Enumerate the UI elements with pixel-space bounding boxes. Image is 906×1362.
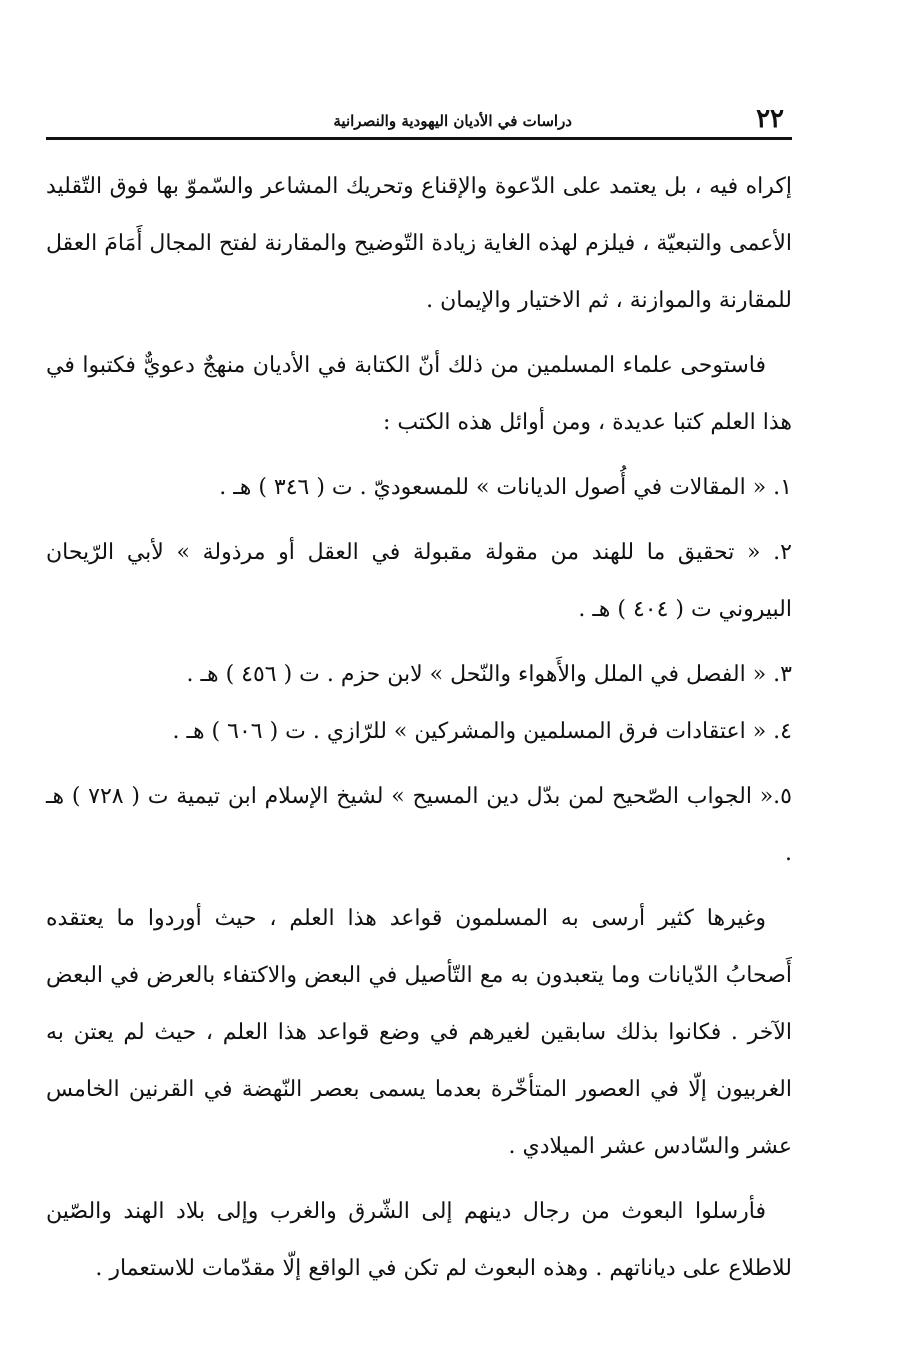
paragraph-foundations: وغيرها كثير أرسى به المسلمون قواعد هذا العلم ، حيث أوردوا ما يعتقده أَصحابُ الدّيانات وما يتعبدون به مع التّأصيل في البعض والاكتفاء بالعرض في البعض الآخر . فكانوا بذلك سابقين لغيرهم في وضع قواعد هذا العلم ، حيث لم يعتن به الغربيون إلّا في العصور المتأخّرة بعدما يسمى بعصر النّهضة في القرنين الخامس عشر والسّادس عشر الميلادي . xyxy=(46,906,792,1159)
book-list-item: ٥.« الجواب الصّحيح لمن بدّل دين المسيح » لشيخ الإسلام ابن تيمية ت ( ٧٢٨ ) هـ . xyxy=(46,784,792,866)
book-list-item: ٤. « اعتقادات فرق المسلمين والمشركين » للرّازي . ت ( ٦٠٦ ) هـ . xyxy=(172,719,792,744)
page-number: ٢٢ xyxy=(756,104,784,134)
book-list xyxy=(46,459,792,882)
body-text xyxy=(46,158,792,1297)
book-list-item: ١. « المقالات في أُصول الديانات » للمسعوديّ . ت ( ٣٤٦ ) هـ . xyxy=(219,475,792,500)
running-title: دراسات في الأديان اليهودية والنصرانية xyxy=(333,112,572,130)
paragraph-missions: فأرسلوا البعوث من رجال دينهم إلى الشّرق والغرب وإلى بلاد الهند والصّين للاطلاع على دياناتهم . وهذه البعوث لم تكن في الواقع إلّا مقدّمات للاستعمار . xyxy=(46,1199,792,1281)
header-rule xyxy=(46,137,792,140)
book-list-item: ٢. « تحقيق ما للهند من مقولة مقبولة في العقل أو مرذولة » لأبي الرّيحان البيروني ت ( ٤٠٤ ) هـ . xyxy=(46,540,792,622)
paragraph-books-intro: فاستوحى علماء المسلمين من ذلك أنّ الكتابة في الأديان منهجٌ دعويٌّ فكتبوا في هذا العلم كتبا عديدة ، ومن أوائل هذه الكتب : xyxy=(46,353,792,435)
paragraph-continuation: إكراه فيه ، بل يعتمد على الدّعوة والإقناع وتحريك المشاعر والسّموّ بها فوق التّقليد الأعمى والتبعيّة ، فيلزم لهذه الغاية زيادة التّوضيح والمقارنة لفتح المجال أَمَامَ العقل للمقارنة والموازنة ، ثم الاختيار والإيمان . xyxy=(46,174,792,313)
page-header xyxy=(46,102,792,140)
book-list-item: ٣. « الفصل في الملل والأَهواء والنّحل » لابن حزم . ت ( ٤٥٦ ) هـ . xyxy=(186,662,792,687)
